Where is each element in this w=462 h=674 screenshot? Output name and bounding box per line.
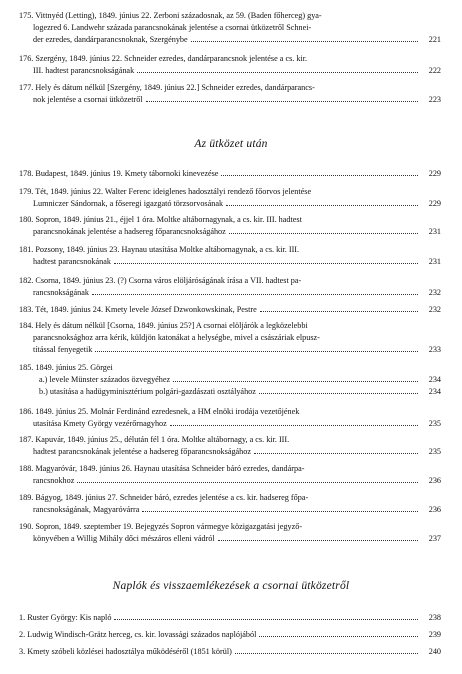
- toc-entry-187: [19, 434, 441, 458]
- entry-text: hadtest parancsnokának: [33, 257, 111, 266]
- toc-entry-189: [19, 492, 441, 516]
- dot-leader: [260, 311, 418, 312]
- toc-entry-177: [19, 82, 441, 106]
- entry-text: rancsnokhoz: [33, 476, 75, 485]
- entry-line: logezred 6. Landwehr százada parancsnokának jelentése a csornai ütközetről Schnei-: [33, 23, 312, 32]
- toc-entry-182: [19, 275, 441, 299]
- toc-entry-190: [19, 521, 441, 545]
- entry-line: 188. Magyaróvár, 1849. június 26. Haynau utasítása Schneider báró ezredes, dandárpa-: [19, 464, 305, 473]
- entry-leader-line: [19, 475, 441, 487]
- dot-leader: [170, 425, 418, 426]
- entry-text: utasítása Kmety György vezérőrnagyhoz: [33, 419, 167, 428]
- entry-line: 177. Hely és dátum nélkül [Szergény, 1849. június 22.] Schneider ezredes, dandárparancs-: [19, 83, 315, 92]
- page-number: 229: [428, 199, 441, 208]
- dot-leader: [114, 263, 418, 264]
- entry-text: rancsnokságának: [33, 288, 89, 297]
- page-number: 223: [428, 95, 441, 104]
- entry-line: 180. Sopron, 1849. június 21., éjjel 1 óra. Moltke altábornagynak, a cs. kir. III. hadtest: [19, 215, 302, 224]
- dot-leader: [191, 41, 418, 42]
- entry-leader-line: [19, 168, 441, 180]
- entry-leader-line: [19, 374, 441, 386]
- entry-leader-line: [19, 533, 441, 545]
- toc-entry-184: [19, 320, 441, 356]
- section-heading: Az ütközet után: [194, 138, 268, 150]
- entry-text: 178. Budapest, 1849. június 19. Kmety tábornoki kinevezése: [19, 169, 219, 178]
- page-number: 232: [428, 288, 441, 297]
- entry-leader-line: [19, 446, 441, 458]
- page-number: 236: [428, 505, 441, 514]
- entry-line: 181. Pozsony, 1849. június 23. Haynau utasítása Moltke altábornagynak, a cs. kir. III.: [19, 245, 300, 254]
- entry-text: rancsnokságának, Magyaróvárra: [33, 505, 140, 514]
- dot-leader: [173, 381, 418, 382]
- entry-line: 184. Hely és dátum nélkül [Csorna, 1849. június 25?] A csornai elöljárók a legközelebbi: [19, 321, 308, 330]
- entry-text: III. hadtest parancsnokságának: [33, 66, 135, 75]
- toc-entry-176: [19, 53, 441, 77]
- dot-leader: [235, 653, 418, 654]
- entry-text: b.) utasítása a hadügyminisztérium polgári-gazdászati osztályához: [39, 387, 256, 396]
- dot-leader: [92, 294, 418, 295]
- dot-leader: [226, 205, 418, 206]
- entry-text: a.) levele Münster százados özvegyéhez: [39, 375, 171, 384]
- page-number: 233: [428, 345, 441, 354]
- dot-leader: [229, 233, 418, 234]
- entry-leader-line: [19, 386, 441, 398]
- page-number: 236: [428, 476, 441, 485]
- page-number: 238: [428, 613, 441, 622]
- page-number: 232: [428, 305, 441, 314]
- entry-leader-line: [19, 65, 441, 77]
- entry-text: hadtest parancsnokának jelentése a hadsereg főparancsnokságához: [33, 447, 252, 456]
- entry-line: 186. 1849. június 25. Molnár Ferdinánd ezredesnek, a HM elnöki irodája vezetőjének: [19, 407, 300, 416]
- dot-leader: [254, 453, 418, 454]
- toc-entry-napló-2: [19, 629, 441, 641]
- page-number: 221: [428, 35, 441, 44]
- entry-leader-line: [19, 504, 441, 516]
- entry-line: 175. Vittnyéd (Letting), 1849. június 22. Zerboni századosnak, az 59. (Baden főherceg) gya-: [19, 11, 322, 20]
- entry-text: könyvében a Willig Mihály dőci mészáros elleni vádról: [33, 534, 215, 543]
- entry-leader-line: [19, 34, 441, 46]
- entry-leader-line: [19, 94, 441, 106]
- entry-line: parancsnoksághoz arra kérik, küldjön katonákat a helységbe, mivel a császáriak elpusz-: [33, 333, 320, 342]
- entry-leader-line: [19, 629, 441, 641]
- dot-leader: [218, 540, 418, 541]
- page-number: 231: [428, 227, 441, 236]
- dot-leader: [146, 101, 418, 102]
- entry-leader-line: [19, 226, 441, 238]
- section-heading: Naplók és visszaemlékezések a csornai ütközetről: [112, 580, 350, 592]
- entry-line: 187. Kapuvár, 1849. június 25., délután fél 1 óra. Moltke altábornagy, a cs. kir. III.: [19, 435, 290, 444]
- page-number: 240: [428, 647, 441, 656]
- dot-leader: [259, 636, 418, 637]
- entry-text: 183. Tét, 1849. június 24. Kmety levele József Dzwonkowskinak, Pestre: [19, 305, 257, 314]
- toc-entry-186: [19, 406, 441, 430]
- entry-text: Lumniczer Sándornak, a főseregi igazgató törzsorvosának: [33, 199, 224, 208]
- dot-leader: [221, 175, 418, 176]
- entry-leader-line: [19, 612, 441, 624]
- dot-leader: [77, 482, 418, 483]
- entry-leader-line: [19, 256, 441, 268]
- page-number: 234: [428, 387, 441, 396]
- page-number: 229: [428, 169, 441, 178]
- toc-entry-178: [19, 168, 441, 180]
- dot-leader: [95, 351, 418, 352]
- page-number: 235: [428, 447, 441, 456]
- page-number: 234: [428, 375, 441, 384]
- entry-text: 3. Kmety szóbeli közlései hadosztálya működéséről (1851 körül): [19, 647, 232, 656]
- entry-text: nok jelentése a csornai ütközetről: [33, 95, 143, 104]
- toc-entry-183: [19, 304, 441, 316]
- page-number: 231: [428, 257, 441, 266]
- toc-entry-188: [19, 463, 441, 487]
- entry-line: 179. Tét, 1849. június 22. Walter Ferenc ideiglenes hadosztályi rendező főorvos jelentése: [19, 187, 312, 196]
- entry-line: 190. Sopron, 1849. szeptember 19. Bejegyzés Sopron vármegye közigazgatási jegyző-: [19, 522, 303, 531]
- dot-leader: [137, 72, 418, 73]
- entry-line: 185. 1849. június 25. Görgei: [19, 363, 113, 372]
- page-number: 222: [428, 66, 441, 75]
- toc-entry-179: [19, 186, 441, 210]
- dot-leader: [142, 511, 418, 512]
- toc-entry-181: [19, 244, 441, 268]
- dot-leader: [259, 393, 418, 394]
- entry-text: 1. Ruster György: Kis napló: [19, 613, 112, 622]
- toc-entry-napló-3: [19, 646, 441, 658]
- entry-leader-line: [19, 198, 441, 210]
- toc-entry-napló-1: [19, 612, 441, 624]
- page-number: 237: [428, 534, 441, 543]
- entry-line: 182. Csorna, 1849. június 23. (?) Csorna város elöljáróságának írása a VII. hadtest pa-: [19, 276, 302, 285]
- entry-leader-line: [19, 287, 441, 299]
- entry-text: parancsnokának jelentése a hadsereg főparancsnokságához: [33, 227, 226, 236]
- entry-leader-line: [19, 418, 441, 430]
- entry-leader-line: [19, 304, 441, 316]
- entry-line: 176. Szergény, 1849. június 22. Schneider ezredes, dandárparancsnok jelentése a cs. kir.: [19, 54, 308, 63]
- toc-entry-185: [19, 362, 441, 398]
- page-number: 239: [428, 630, 441, 639]
- toc-entry-180: [19, 214, 441, 238]
- entry-line: 189. Bágyog, 1849. június 27. Schneider báró, ezredes jelentése a cs. kir. hadsereg főpa-: [19, 493, 309, 502]
- dot-leader: [114, 619, 418, 620]
- entry-text: 2. Ludwig Windisch-Grätz herceg, cs. kir. lovassági százados naplójából: [19, 630, 257, 639]
- entry-leader-line: [19, 646, 441, 658]
- entry-leader-line: [19, 344, 441, 356]
- entry-text: der ezredes, dandárparancsnoknak, Szergénybe: [33, 35, 188, 44]
- entry-text: títással fenyegetik: [33, 345, 93, 354]
- toc-entry-175: [19, 10, 441, 46]
- page-number: 235: [428, 419, 441, 428]
